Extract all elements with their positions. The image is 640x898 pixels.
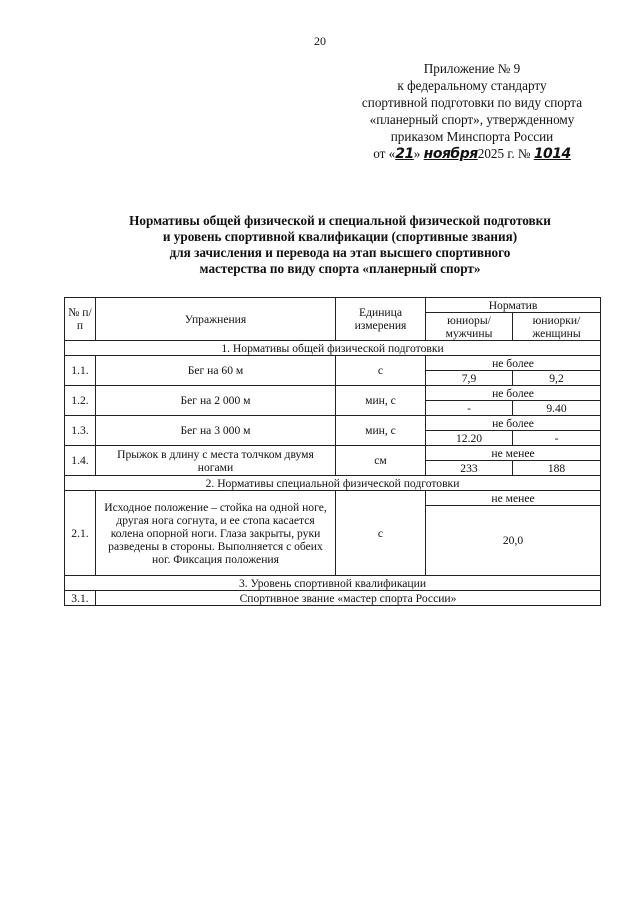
table-row	[65, 446, 601, 461]
date-day: 21	[395, 146, 414, 162]
row-num: 1.1.	[65, 356, 96, 386]
row-exercise: Бег на 60 м	[96, 356, 336, 386]
table-row	[65, 386, 601, 401]
row-unit: с	[336, 356, 426, 386]
row-female-value: 9.40	[513, 401, 601, 416]
row-male-value: 12.20	[426, 431, 513, 446]
date-year: 2025 г. №	[477, 146, 531, 161]
appendix-line-5: приказом Минспорта России	[390, 129, 554, 144]
date-prefix: от «	[373, 146, 396, 161]
section-1-title: 1. Нормативы общей физической подготовки	[65, 341, 601, 356]
date-month: ноября	[423, 146, 478, 162]
row-condition: не менее	[426, 491, 601, 506]
table-row	[65, 491, 601, 506]
table-row	[65, 591, 601, 606]
appendix-line-3: спортивной подготовки по виду спорта	[361, 95, 583, 110]
section-row	[65, 341, 601, 356]
row-exercise: Прыжок в длину с места толчком двумя ногами	[96, 446, 336, 476]
header-unit: Единица измерения	[336, 298, 426, 341]
row-num: 1.2.	[65, 386, 96, 416]
section-2-title: 2. Нормативы специальной физической подготовки	[65, 476, 601, 491]
header-male: юниоры/ мужчины	[426, 313, 513, 341]
title-line-3: для зачисления и перевода на этап высшего спортивного	[169, 245, 511, 260]
row-qualification: Спортивное звание «мастер спорта России»	[96, 591, 601, 606]
row-num: 1.3.	[65, 416, 96, 446]
order-number: 1014	[533, 146, 571, 162]
row-condition: не менее	[426, 446, 601, 461]
norms-table	[64, 297, 601, 606]
appendix-line-4: «планерный спорт», утвержденному	[369, 112, 575, 127]
row-num: 3.1.	[65, 591, 96, 606]
appendix-line-1: Приложение № 9	[423, 61, 521, 76]
section-row	[65, 576, 601, 591]
appendix-line-2: к федеральному стандарту	[397, 78, 547, 93]
table-row	[65, 356, 601, 371]
row-unit: мин, с	[336, 416, 426, 446]
header-exercise: Упражнения	[96, 298, 336, 341]
date-mid: »	[413, 146, 421, 161]
row-exercise: Бег на 2 000 м	[96, 386, 336, 416]
row-unit: с	[336, 491, 426, 576]
row-male-value: -	[426, 401, 513, 416]
appendix-block	[330, 60, 614, 163]
row-male-value: 7,9	[426, 371, 513, 386]
row-exercise: Исходное положение – стойка на одной ноге, другая нога согнута, и ее стопа касается колена опорной ноги. Глаза закрыты, руки разведены в стороны. Выполняется с обеих ног. Фиксация положения	[96, 491, 336, 576]
title-line-2: и уровень спортивной квалификации (спортивные звания)	[162, 229, 518, 244]
table-header-row	[65, 298, 601, 313]
row-female-value: -	[513, 431, 601, 446]
document-title	[60, 213, 620, 277]
row-condition: не более	[426, 356, 601, 371]
row-female-value: 9,2	[513, 371, 601, 386]
row-unit: мин, с	[336, 386, 426, 416]
row-condition: не более	[426, 416, 601, 431]
section-3-title: 3. Уровень спортивной квалификации	[65, 576, 601, 591]
row-value: 20,0	[426, 506, 601, 576]
row-condition: не более	[426, 386, 601, 401]
header-female: юниорки/ женщины	[513, 313, 601, 341]
row-male-value: 233	[426, 461, 513, 476]
title-line-1: Нормативы общей физической и специальной физической подготовки	[129, 213, 551, 228]
page-number: 20	[314, 34, 326, 48]
table-row	[65, 416, 601, 431]
row-unit: см	[336, 446, 426, 476]
row-num: 1.4.	[65, 446, 96, 476]
header-norm: Норматив	[426, 298, 601, 313]
title-line-4: мастерства по виду спорта «планерный спорт»	[199, 261, 481, 276]
row-num: 2.1.	[65, 491, 96, 576]
row-female-value: 188	[513, 461, 601, 476]
header-num: № п/п	[65, 298, 96, 341]
order-date-line	[330, 145, 614, 163]
section-row	[65, 476, 601, 491]
row-exercise: Бег на 3 000 м	[96, 416, 336, 446]
